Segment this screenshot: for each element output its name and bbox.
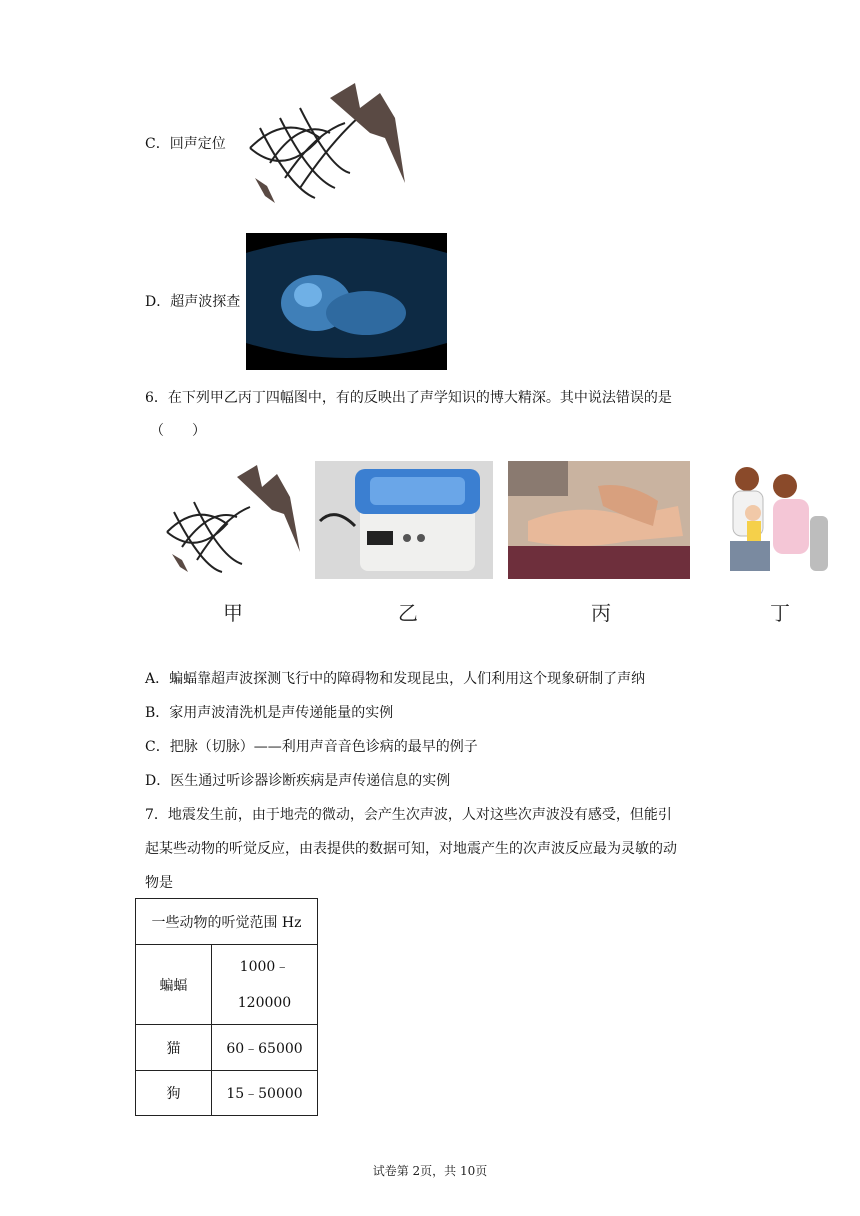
q7-line-2: 起某些动物的听觉反应，由表提供的数据可知，对地震产生的次声波反应最为灵敏的动 — [145, 841, 677, 857]
animal-cell: 猫 — [136, 1025, 212, 1071]
q6-answer-paren: （ ） — [150, 423, 206, 439]
q6-option-d: D．医生通过听诊器诊断疾病是声传递信息的实例 — [145, 773, 451, 789]
q6-option-c: C．把脉（切脉）——利用声音音色诊病的最早的例子 — [145, 739, 478, 755]
animal-cell: 蝙蝠 — [136, 945, 212, 1025]
table-row — [136, 1025, 318, 1071]
q6-stem: 6．在下列甲乙丙丁四幅图中，有的反映出了声学知识的博大精深。其中说法错误的是 — [145, 390, 672, 406]
animal-cell: 狗 — [136, 1071, 212, 1116]
range-line-2: 120000 — [237, 994, 292, 1011]
option-c-text: C．回声定位 — [145, 136, 226, 152]
hearing-range-table — [135, 898, 318, 1116]
bat-image-jia — [162, 462, 304, 574]
pulse-taking-image — [508, 461, 690, 579]
figure-label-jia: 甲 — [223, 601, 243, 625]
figure-label-bing: 丙 — [591, 601, 611, 625]
table-row — [136, 945, 318, 1025]
q6-option-a: A．蝙蝠靠超声波探测飞行中的障碍物和发现昆虫，人们利用这个现象研制了声纳 — [145, 671, 646, 687]
figure-label-yi: 乙 — [398, 601, 418, 625]
q7-line-1: 7．地震发生前，由于地壳的微动，会产生次声波，人对这些次声波没有感受，但能引 — [145, 807, 672, 823]
range-cell: 60﹣65000 — [212, 1025, 318, 1071]
ultrasonic-cleaner-image — [315, 461, 493, 579]
range-line-1: 1000﹣ — [239, 958, 290, 975]
q6-option-b: B．家用声波清洗机是声传递能量的实例 — [145, 705, 394, 721]
bat-echolocation-image — [245, 78, 415, 208]
table-row — [136, 1071, 318, 1116]
range-cell — [212, 945, 318, 1025]
range-cell: 15﹣50000 — [212, 1071, 318, 1116]
page-footer: 试卷第 2页，共 10页 — [372, 1164, 488, 1178]
figure-label-ding: 丁 — [770, 601, 790, 625]
table-header: 一些动物的听觉范围 Hz — [136, 899, 318, 945]
option-d-text: D．超声波探查 — [145, 294, 241, 310]
ultrasound-fetus-image — [246, 233, 447, 370]
q7-line-3: 物是 — [145, 875, 173, 891]
doctor-stethoscope-image — [725, 461, 835, 579]
